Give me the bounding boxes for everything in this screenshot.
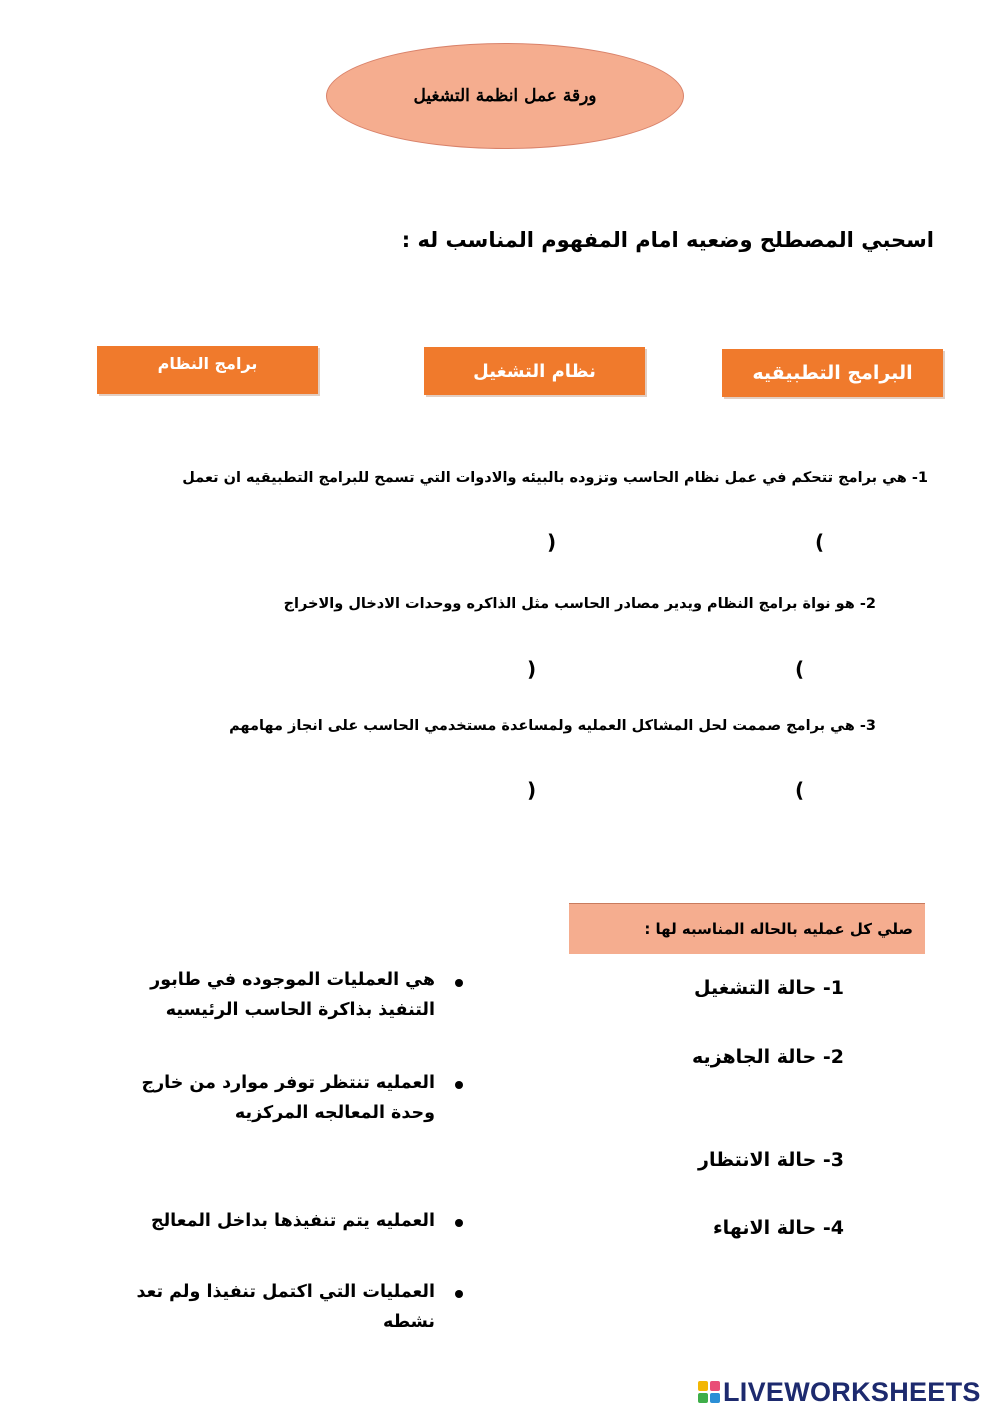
matching-instruction: صلي كل عمليه بالحاله المناسبه لها :	[644, 920, 913, 938]
answer-1-close-paren: )	[547, 530, 557, 554]
title-oval	[326, 43, 684, 149]
description-waiting[interactable]: العمليه تنتظر توفر موارد من خارج وحدة المعالجه المركزيه	[141, 1073, 435, 1123]
question-2-number: 2-	[859, 596, 876, 612]
description-terminated[interactable]: العمليات التي اكتمل تنفيذا ولم تعد نشطه	[136, 1282, 435, 1332]
logo-icon	[698, 1381, 720, 1403]
question-1	[182, 470, 928, 486]
answer-2-open-paren: (	[795, 657, 805, 681]
state-waiting[interactable]: 3- حالة الانتظار	[698, 1149, 844, 1171]
drag-instruction: اسحبي المصطلح وضعيه امام المفهوم المناسب له :	[401, 228, 934, 252]
bullet-icon	[455, 1219, 463, 1227]
term-operating-system[interactable]: نظام التشغيل	[424, 347, 645, 395]
bullet-icon	[455, 1081, 463, 1089]
logo-text: LIVEWORKSHEETS	[723, 1376, 981, 1407]
state-ready[interactable]: 2- حالة الجاهزيه	[692, 1046, 844, 1068]
question-2	[284, 596, 876, 612]
matching-instruction-box	[569, 903, 925, 954]
term-system-software[interactable]: برامج النظام	[97, 346, 318, 394]
answer-3-open-paren: (	[795, 778, 805, 802]
question-3-number: 3-	[859, 718, 876, 734]
description-ready[interactable]: هي العمليات الموجوده في طابور التنفيذ بذاكرة الحاسب الرئيسيه	[150, 970, 435, 1020]
description-running[interactable]: العمليه يتم تنفيذها بداخل المعالج	[151, 1211, 435, 1231]
answer-3-dropzone[interactable]	[545, 776, 790, 806]
answer-2-close-paren: )	[527, 657, 537, 681]
worksheet-title: ورقة عمل انظمة التشغيل	[413, 86, 597, 106]
question-1-number: 1-	[911, 470, 928, 486]
answer-3-close-paren: )	[527, 778, 537, 802]
state-running[interactable]: 1- حالة التشغيل	[693, 977, 844, 999]
answer-1-open-paren: (	[815, 530, 825, 554]
term-application-software[interactable]: البرامج التطبيقيه	[722, 349, 943, 397]
liveworksheets-logo	[698, 1375, 981, 1409]
question-1-text: هي برامج تتحكم في عمل نظام الحاسب وتزوده بالبيئه والادوات التي تسمح للبرامج التطبيقيه ان تعمل	[182, 470, 907, 486]
question-3-text: هي برامج صممت لحل المشاكل العمليه ولمساعدة مستخدمي الحاسب على انجاز مهامهم	[229, 718, 855, 734]
answer-1-dropzone[interactable]	[565, 528, 810, 558]
answer-2-dropzone[interactable]	[545, 655, 790, 685]
bullet-icon	[455, 1290, 463, 1298]
question-3	[229, 718, 876, 734]
bullet-icon	[455, 979, 463, 987]
question-2-text: هو نواة برامج النظام ويدير مصادر الحاسب مثل الذاكره ووحدات الادخال والاخراج	[283, 596, 855, 612]
state-terminated[interactable]: 4- حالة الانهاء	[712, 1217, 844, 1239]
